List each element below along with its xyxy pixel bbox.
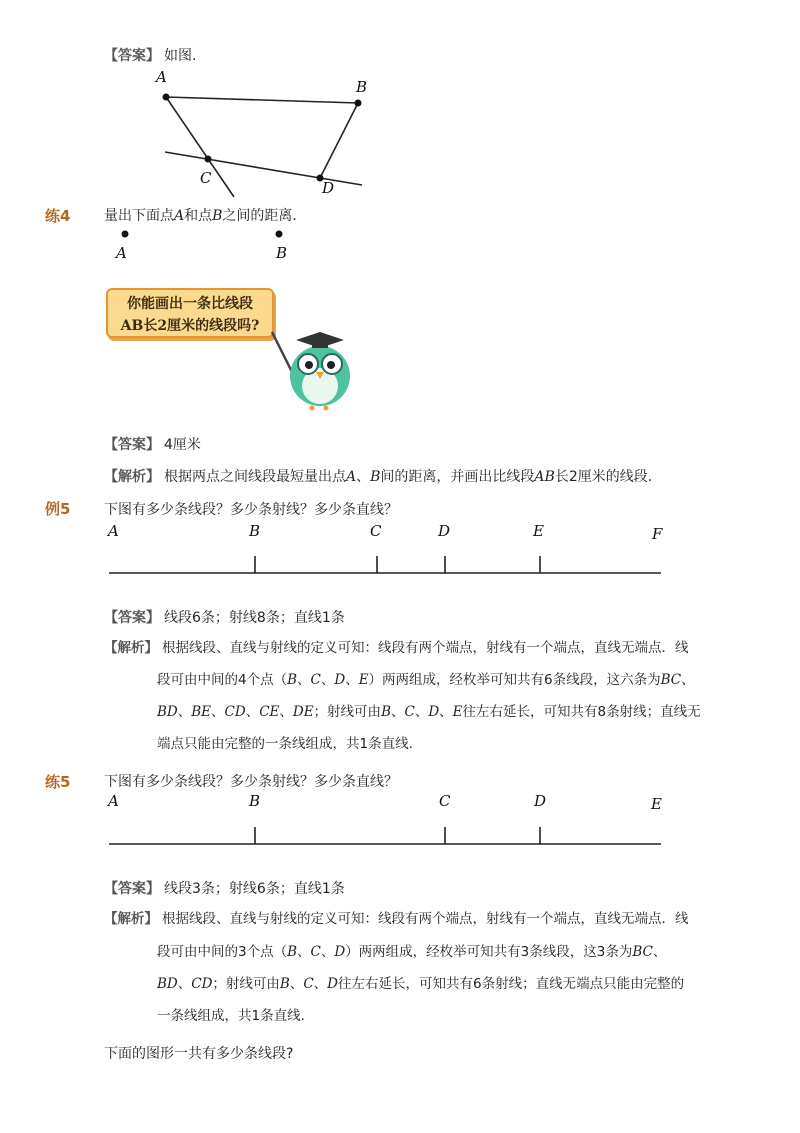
- a-var: D: [334, 944, 346, 960]
- a-text: ）两两组成，经枚举可知共有6条线段，这六条为: [368, 672, 661, 688]
- li5-analysis-line-1: [104, 632, 689, 664]
- a-text: 、: [390, 704, 405, 720]
- lian5-question: 下图有多少条线段？多少条射线？多少条直线？: [104, 774, 398, 790]
- a-var: BC: [660, 672, 682, 688]
- li5-answer: [104, 608, 345, 628]
- a-text: ；射线可由: [212, 976, 280, 992]
- a-var: C: [404, 704, 415, 720]
- a-text: 、: [356, 469, 371, 485]
- speech-bubble: [106, 288, 274, 338]
- q-text: 量出下面点: [104, 208, 174, 224]
- figure-quadrilateral: [150, 65, 380, 200]
- a-var: A: [346, 469, 357, 485]
- answer-text: 4厘米: [164, 437, 201, 453]
- a-text: 、: [320, 672, 335, 688]
- a-text: 、: [345, 672, 359, 688]
- lian5-analysis-line-3: [157, 968, 684, 1000]
- label-a: A: [116, 244, 127, 262]
- a-text: 往左右延长，可知共有8条射线；直线无: [462, 704, 701, 720]
- figure-line-abcde: [100, 789, 680, 854]
- lian4-answer: [104, 435, 201, 455]
- label-d: D: [534, 792, 547, 810]
- owl-teacher-icon: [266, 328, 361, 413]
- a-text: 、: [297, 944, 311, 960]
- a-var: C: [310, 944, 321, 960]
- bubble-line-1: 你能画出一条比线段: [127, 296, 253, 312]
- a-text: 、: [279, 704, 293, 720]
- label-a: A: [108, 792, 119, 810]
- point-a: [163, 94, 170, 101]
- label-a: A: [108, 522, 119, 540]
- a-text: 、: [211, 704, 225, 720]
- a-var: C: [303, 976, 314, 992]
- a-var: E: [452, 704, 463, 720]
- a-var: B: [381, 704, 391, 720]
- li5-analysis-line-3: [157, 696, 701, 728]
- a-var: CE: [259, 704, 280, 720]
- a-var: CD: [191, 976, 213, 992]
- answer-tag: 【答案】: [104, 881, 160, 897]
- label-b: B: [249, 792, 261, 810]
- analysis-tag: 【解析】: [104, 469, 160, 485]
- point-b: [276, 231, 283, 238]
- lian5-analysis-line-1: [104, 903, 689, 935]
- analysis-tag: 【解析】: [104, 640, 158, 656]
- lian4-question: [104, 205, 297, 225]
- li5-analysis-line-2: [157, 664, 695, 696]
- a-text: 、: [289, 976, 304, 992]
- a-text: 根据线段、直线与射线的定义可知：线段有两个端点，射线有一个端点，直线无端点．线: [162, 911, 689, 927]
- label-e: E: [651, 795, 662, 813]
- a-var: BD: [157, 704, 178, 720]
- a-text: 、: [245, 704, 260, 720]
- q-text: 和点: [184, 208, 213, 224]
- a-var: B: [287, 944, 298, 960]
- answer-text: 线段3条；射线6条；直线1条: [164, 881, 345, 897]
- a-var: BE: [191, 704, 212, 720]
- answer-tag: 【答案】: [104, 48, 160, 64]
- label-d: D: [438, 522, 451, 540]
- a-text: 、: [320, 944, 335, 960]
- footer-question: 下面的图形一共有多少条线段?: [104, 1046, 294, 1062]
- label-b: B: [276, 244, 288, 262]
- segment-bd: [320, 103, 358, 178]
- lian5-analysis-line-2: [157, 936, 666, 968]
- a-var: D: [428, 704, 440, 720]
- exercise-label-lian5: 练5: [45, 773, 71, 791]
- li5-question: 下图有多少条线段？多少条射线？多少条直线？: [104, 502, 398, 518]
- a-text: 、: [414, 704, 429, 720]
- a-text: 、: [439, 704, 453, 720]
- a-text: 、: [681, 672, 695, 688]
- a-var: B: [279, 976, 290, 992]
- q-var: A: [174, 208, 185, 224]
- a-text: ）两两组成，经枚举可知共有3条线段，这3条为: [345, 944, 633, 960]
- li5-analysis-line-4: 端点只能由完整的一条线组成，共1条直线.: [157, 736, 413, 752]
- figure-line-abcdef: [100, 518, 680, 583]
- a-var: DE: [292, 704, 314, 720]
- answer-text: 线段6条；射线8条；直线1条: [164, 610, 345, 626]
- a-text: 间的距离，并画出比线段: [380, 469, 535, 485]
- a-text: 、: [313, 976, 328, 992]
- a-text: 根据线段、直线与射线的定义可知：线段有两个端点，射线有一个端点，直线无端点．线: [162, 640, 689, 656]
- figure-two-points: [105, 225, 305, 265]
- example-label-li5: 例5: [45, 500, 71, 518]
- point-c: [205, 156, 212, 163]
- analysis-tag: 【解析】: [104, 911, 158, 927]
- point-b: [355, 100, 362, 107]
- a-var: C: [310, 672, 321, 688]
- label-f: F: [652, 525, 663, 543]
- a-text: 根据两点之间线段最短量出点: [164, 469, 346, 485]
- point-a: [122, 231, 129, 238]
- label-e: E: [533, 522, 544, 540]
- answer-text: 如图.: [164, 48, 197, 64]
- top-answer: [104, 46, 196, 66]
- a-var: E: [358, 672, 369, 688]
- label-b: B: [356, 78, 368, 96]
- q-text: 之间的距离.: [222, 208, 297, 224]
- a-text: 、: [177, 704, 192, 720]
- label-c: C: [200, 169, 212, 187]
- a-text: 、: [652, 944, 667, 960]
- segment-ab: [166, 97, 358, 103]
- label-c: C: [439, 792, 451, 810]
- exercise-label-lian4: 练4: [45, 207, 71, 225]
- label-a: A: [156, 68, 167, 86]
- answer-tag: 【答案】: [104, 437, 160, 453]
- answer-tag: 【答案】: [104, 610, 160, 626]
- a-text: 段可由中间的4个点（: [157, 672, 288, 688]
- a-var: B: [370, 469, 381, 485]
- bubble-line-2: AB长2厘米的线段吗?: [120, 318, 260, 334]
- a-text: 段可由中间的3个点（: [157, 944, 288, 960]
- a-text: 长2厘米的线段.: [554, 469, 653, 485]
- a-var: D: [334, 672, 346, 688]
- a-var: BC: [632, 944, 653, 960]
- a-text: 、: [177, 976, 192, 992]
- a-var: D: [327, 976, 338, 992]
- a-var: CD: [224, 704, 246, 720]
- q-var: B: [212, 208, 223, 224]
- lian5-analysis-line-4: 一条线组成，共1条直线.: [157, 1008, 305, 1024]
- lian5-answer: [104, 879, 345, 899]
- label-b: B: [249, 522, 261, 540]
- a-var: AB: [534, 469, 555, 485]
- a-var: B: [287, 672, 298, 688]
- a-text: ；射线可由: [313, 704, 382, 720]
- label-d: D: [322, 179, 335, 197]
- lian4-analysis: [104, 467, 652, 487]
- a-var: BD: [157, 976, 178, 992]
- a-text: 、: [297, 672, 311, 688]
- label-c: C: [370, 522, 382, 540]
- a-text: 往左右延长，可知共有6条射线；直线无端点只能由完整的: [338, 976, 685, 992]
